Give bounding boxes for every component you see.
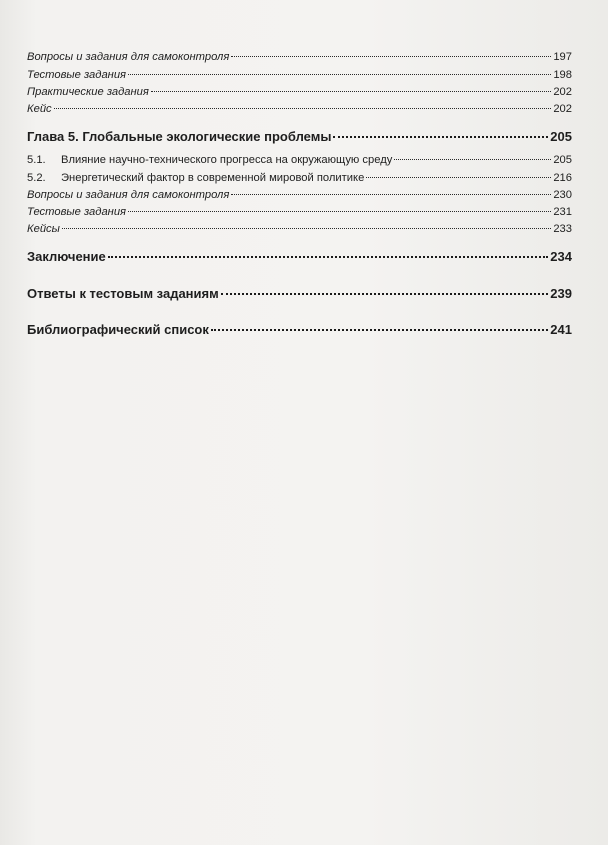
dot-leader xyxy=(366,177,551,178)
toc-entry[interactable] xyxy=(27,223,572,235)
toc-entry[interactable] xyxy=(27,103,572,115)
toc-section-title xyxy=(27,154,392,166)
toc-chapter-title: Ответы к тестовым заданиям xyxy=(27,286,219,301)
dot-leader xyxy=(54,108,552,109)
toc-entry-title: Практические задания xyxy=(27,86,149,98)
toc-entry-title: Вопросы и задания для самоконтроля xyxy=(27,189,230,201)
dot-leader xyxy=(333,136,548,138)
toc-chapter-title: Заключение xyxy=(27,249,106,264)
toc-section-entry[interactable] xyxy=(27,154,572,166)
toc-chapter-page: 239 xyxy=(550,286,572,301)
toc-entry-title: Кейс xyxy=(27,103,52,115)
dot-leader xyxy=(221,293,549,295)
toc-section-index: 5.1. xyxy=(27,154,46,166)
toc-entry[interactable] xyxy=(27,69,572,81)
dot-leader xyxy=(231,56,551,57)
dot-leader xyxy=(211,329,548,331)
dot-leader xyxy=(128,211,551,212)
toc-entry-page: 233 xyxy=(553,223,572,235)
dot-leader xyxy=(394,159,551,160)
toc-section-page: 205 xyxy=(553,154,572,166)
toc-section-page: 216 xyxy=(553,172,572,184)
toc-chapter-entry[interactable] xyxy=(27,249,572,264)
toc-entry[interactable] xyxy=(27,51,572,63)
toc-chapter-entry[interactable] xyxy=(27,322,572,337)
dot-leader xyxy=(128,74,551,75)
toc-entry[interactable] xyxy=(27,189,572,201)
toc-section-text: Энергетический фактор в современной мировой политике xyxy=(61,172,365,184)
toc-chapter-title: Библиографический список xyxy=(27,322,209,337)
toc-entry-title: Тестовые задания xyxy=(27,69,127,81)
toc-entry-title: Вопросы и задания для самоконтроля xyxy=(27,51,230,63)
toc-entry-page: 198 xyxy=(553,69,572,81)
toc-entry-page: 202 xyxy=(553,103,572,115)
toc-section-text: Влияние научно-технического прогресса на окружающую среду xyxy=(61,154,393,166)
toc-chapter-entry[interactable] xyxy=(27,286,572,301)
toc-entry-title: Кейсы xyxy=(27,223,60,235)
dot-leader xyxy=(108,256,549,258)
toc-chapter-title: Глава 5. Глобальные экологические проблемы xyxy=(27,129,332,144)
toc-entry-page: 231 xyxy=(553,206,572,218)
toc-section-entry[interactable] xyxy=(27,172,572,184)
toc-section-index: 5.2. xyxy=(27,172,46,184)
toc-chapter-page: 234 xyxy=(550,249,572,264)
dot-leader xyxy=(231,194,551,195)
dot-leader xyxy=(151,91,551,92)
toc-chapter-page: 205 xyxy=(550,129,572,144)
toc-entry-title: Тестовые задания xyxy=(27,206,127,218)
toc-entry[interactable] xyxy=(27,206,572,218)
toc-entry-page: 197 xyxy=(553,51,572,63)
toc-section-title xyxy=(27,172,364,184)
toc-chapter-entry[interactable] xyxy=(27,129,572,144)
toc-entry-page: 230 xyxy=(553,189,572,201)
toc-entry-page: 202 xyxy=(553,86,572,98)
toc-chapter-page: 241 xyxy=(550,322,572,337)
dot-leader xyxy=(62,228,551,229)
toc-entry[interactable] xyxy=(27,86,572,98)
